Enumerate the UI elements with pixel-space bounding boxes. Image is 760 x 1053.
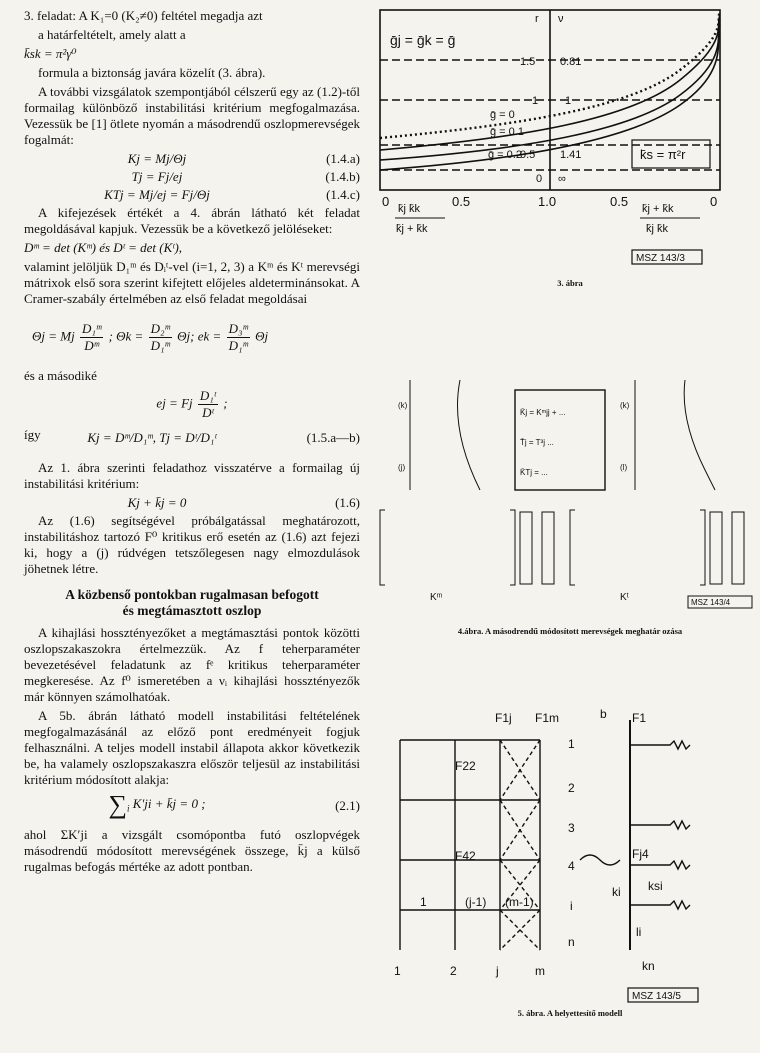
- label-F1m: F1m: [535, 711, 559, 725]
- label-kn: kn: [642, 959, 655, 973]
- row-i: i: [570, 899, 573, 913]
- label-j1: (j-1): [465, 895, 487, 909]
- paragraph-2: A további vizsgálatok szempontjából célszerű egy az (1.2)-től formailag különböző instabilitási kritérium megfogalmazása. Vezessük be [1] ötlete nyomán a másodrendű oszlopmerevségek fogalmát:: [24, 84, 360, 147]
- equation-text: Kj = Mj/Θj: [127, 151, 187, 166]
- row-2: 2: [568, 781, 575, 795]
- stamp-text: MSZ 143/4: [691, 598, 731, 607]
- equation-number: (1.4.c): [326, 187, 360, 202]
- label-g: ḡj = ḡk = ḡ: [390, 32, 456, 48]
- label-1b: 1: [565, 95, 572, 107]
- label-l: (l): [620, 463, 628, 472]
- figure-3-caption: 3. ábra: [557, 278, 583, 288]
- equation-det: Dᵐ = det (Kᵐ) és Dᵗ = det (Kᵗ),: [24, 240, 183, 255]
- equation-number: (2.1): [335, 798, 360, 814]
- eq5b-tail: Θj;: [177, 328, 195, 344]
- equation-text: Kj + k̄j = 0: [127, 495, 187, 510]
- p1-line3: formula a biztonság javára közelít (3. ábra).: [38, 65, 266, 80]
- equation-number: (1.5.a—b): [306, 430, 360, 445]
- left-column: [24, 8, 360, 878]
- paragraph-8: Az (1.6) segítségével próbálgatással meghatározott, instabilitáshoz tartozó F⁰ kritikus erő esetén az (1.6) azt fejezi ki, hogy a (j) rúdvégen tetszőlegesen nagy elmozdulások jöhetnek létre.: [24, 513, 360, 576]
- paragraph-11: ahol ΣK′ji a vizsgált csomópontba futó oszlopvégek másodrendű módosított merevségének összege, k̄j a külső rugalmas befogás mértéke az adott pontban.: [24, 826, 360, 874]
- axis-0b: 0: [710, 194, 718, 209]
- figure-5: [370, 700, 760, 1010]
- p1-line2: a határfeltételt, amely alatt a: [38, 27, 186, 42]
- col-label-2: 2: [450, 964, 457, 978]
- sum-symbol: ∑: [108, 790, 128, 820]
- equation-text: Tj = Fj/ej: [131, 169, 183, 184]
- label-F1: F1: [632, 711, 647, 725]
- fraction: [80, 321, 103, 354]
- col-label-m: m: [535, 964, 545, 978]
- spring: [630, 741, 690, 749]
- equation-2-1: [24, 790, 360, 820]
- equation-text: Kj = Dᵐ/D₁ᵐ, Tj = Dᵗ/D₁ᵗ: [87, 430, 217, 445]
- label-g02: ḡ = 0.2: [488, 149, 522, 161]
- equation-text: KTj = Mj/ej = Fj/Θj: [104, 187, 210, 202]
- label-1a: 1: [532, 95, 539, 107]
- equation-text: K′ji + k̄j = 0 ;: [132, 796, 206, 811]
- equation-number: (1.4.b): [325, 169, 360, 184]
- axis-frac1-den: k̄j + k̄k: [396, 223, 428, 235]
- eq6: ej = Fj: [156, 395, 193, 411]
- deflected-column: [458, 380, 481, 490]
- right-column: [370, 0, 760, 1053]
- label-0-81: 0.81: [560, 56, 582, 68]
- spring: [630, 901, 690, 909]
- equation-number: (1.6): [335, 495, 360, 510]
- row-n: n: [568, 935, 575, 949]
- denominator: D₁ᵐ: [228, 338, 248, 353]
- label-k2: (k): [620, 401, 630, 410]
- paragraph-7: Az 1. ábra szerinti feladathoz visszatérve a formailag új instabilitási kritérium:: [24, 460, 360, 491]
- label-ksi: ksi: [648, 879, 663, 893]
- fraction: [227, 321, 250, 354]
- label-li: li: [636, 925, 642, 939]
- label-nu: ν: [558, 13, 564, 25]
- fraction: [198, 388, 218, 421]
- fraction: [149, 321, 172, 354]
- matrix-bracket: [510, 510, 515, 585]
- label-Fj4: Fj4: [632, 847, 649, 861]
- label-j: (j): [398, 463, 406, 472]
- box-line-3: K̄Tj = ...: [520, 468, 548, 477]
- sum-index: i: [127, 803, 130, 814]
- equation-1-5: [24, 430, 360, 446]
- equation-1-4a: [24, 151, 360, 167]
- vector: [732, 512, 744, 584]
- label-1-5: 1.5: [520, 56, 536, 68]
- spring: [630, 821, 690, 829]
- label-k: (k): [398, 401, 408, 410]
- label-g01: ḡ = 0.1: [490, 126, 524, 138]
- label-F1j: F1j: [495, 711, 512, 725]
- label-Km: Kᵐ: [430, 592, 443, 603]
- paragraph-5: és a másodiké: [24, 368, 97, 383]
- label-l-j1: 1: [420, 895, 427, 909]
- numerator: D₃ᵐ: [228, 321, 248, 336]
- matrix-bracket: [700, 510, 705, 585]
- label-g0: ḡ = 0: [490, 109, 515, 121]
- heading-line-2: és megtámasztott oszlop: [122, 603, 262, 618]
- p1-line1: 3. feladat: A K₁=0 (K₂≠0) feltétel megadja azt: [24, 8, 263, 23]
- spring: [630, 861, 690, 869]
- label-ks: k̄s = π²r: [640, 147, 686, 162]
- denominator: D₁ᵐ: [150, 338, 170, 353]
- figure-4: [370, 360, 760, 610]
- stamp-text: MSZ 143/5: [632, 991, 681, 1002]
- vector: [710, 512, 722, 584]
- stamp-text: MSZ 143/3: [636, 253, 685, 264]
- paragraph-10: A 5b. ábrán látható modell instabilitási feltételének megfogalmazásánál az előző pont eredményeit fogjuk felhasználni. A teljes modell instabil állapota akkor következik be, ha valamely oszlopszakaszra először teljesül az instabilitási kritérium módosított alakja:: [24, 708, 360, 787]
- axis-frac2-num: k̄j + k̄k: [642, 203, 674, 215]
- label-F22: F22: [455, 759, 476, 773]
- col-label-j: j: [496, 964, 499, 978]
- label-ki: ki: [612, 885, 621, 899]
- paragraph-6: így: [24, 427, 41, 442]
- col-label-1: 1: [394, 964, 401, 978]
- vector: [542, 512, 554, 584]
- box-line-2: T̄j = T³j ...: [520, 438, 554, 447]
- label-Kt: Kᵗ: [620, 592, 629, 603]
- axis-frac1-num: k̄j k̄k: [398, 203, 420, 215]
- label-b: b: [600, 707, 607, 721]
- paragraph-4: valamint jelöljük D₁ᵐ és Dᵢᵗ-vel (i=1, 2, 3) a Kᵐ és Kᵗ merevségi mátrixok első sora szerint kifejtett előjeles aldeterminánsokat. A Cramer-szabály értelmében az első feladat megoldásai: [24, 259, 360, 306]
- numerator: D₁ᵗ: [199, 388, 216, 403]
- figure-4-caption: 4.ábra. A másodrendű módosított merevségek meghatár ozása: [457, 626, 683, 636]
- label-1-41: 1.41: [560, 149, 582, 161]
- figure-3: [370, 0, 760, 270]
- equation-number: (1.4.a): [326, 151, 360, 166]
- heading-line-1: A közbenső pontokban rugalmasan befogott: [65, 587, 319, 602]
- section-heading: [24, 587, 360, 619]
- eq6-tail: ;: [223, 395, 228, 411]
- axis-0: 0: [382, 194, 390, 209]
- label-inf: ∞: [558, 173, 566, 185]
- label-r: r: [535, 13, 539, 25]
- numerator: D₁ᵐ: [81, 321, 102, 336]
- axis-0-5a: 0.5: [452, 194, 471, 209]
- tilde-symbol: [580, 855, 620, 865]
- deflected-column: [684, 380, 715, 490]
- label-0-5: 0.5: [520, 149, 536, 161]
- axis-1-0: 1.0: [538, 194, 557, 209]
- figure-5-caption: 5. ábra. A helyettesítő modell: [517, 1008, 623, 1018]
- eq5c-tail: Θj: [255, 328, 269, 344]
- p1-formula: k̄sk = π²γ⁰: [24, 46, 77, 61]
- axis-frac2-den: k̄j k̄k: [646, 223, 668, 235]
- row-1: 1: [568, 737, 575, 751]
- denominator: Dᵐ: [84, 338, 100, 353]
- denominator: Dᵗ: [202, 405, 214, 420]
- paragraph-9: A kihajlási hossztényezőket a megtámasztási pontok közötti oszlopszakaszokra értelmezzük. Az f teherparaméter bevezetésével feladatunk az fᵉ kritikus teherparaméter megkeresése. Az f⁰ ismeretében a νᵢ kihajlási hossztényezők már könnyen számolhatóak.: [24, 625, 360, 704]
- axis-0-5b: 0.5: [610, 194, 629, 209]
- label-m1: (m-1): [505, 895, 534, 909]
- equation-solution-2: [24, 388, 360, 421]
- label-F42: F42: [455, 849, 476, 863]
- numerator: D₂ᵐ: [150, 321, 170, 336]
- matrix-bracket: [570, 510, 575, 585]
- vector: [520, 512, 532, 584]
- paragraph-3: A kifejezések értékét a 4. ábrán látható két feladat megoldásával kapjuk. Vezessük be a következő jelöléseket:: [24, 205, 360, 236]
- box-line-1: K̄j = Kᵐjj + ...: [520, 408, 566, 417]
- bracing: [500, 740, 540, 950]
- equation-1-4c: [24, 187, 360, 203]
- row-4: 4: [568, 859, 575, 873]
- eq5c: ek =: [197, 328, 222, 344]
- equation-solutions-1: [24, 321, 360, 354]
- eq5a: Θj = Mj: [32, 328, 75, 344]
- label-0: 0: [536, 173, 543, 185]
- row-3: 3: [568, 821, 575, 835]
- matrix-bracket: [380, 510, 385, 585]
- equation-1-4b: [24, 169, 360, 185]
- equation-1-6: [24, 495, 360, 511]
- eq5b: ; Θk =: [108, 328, 144, 344]
